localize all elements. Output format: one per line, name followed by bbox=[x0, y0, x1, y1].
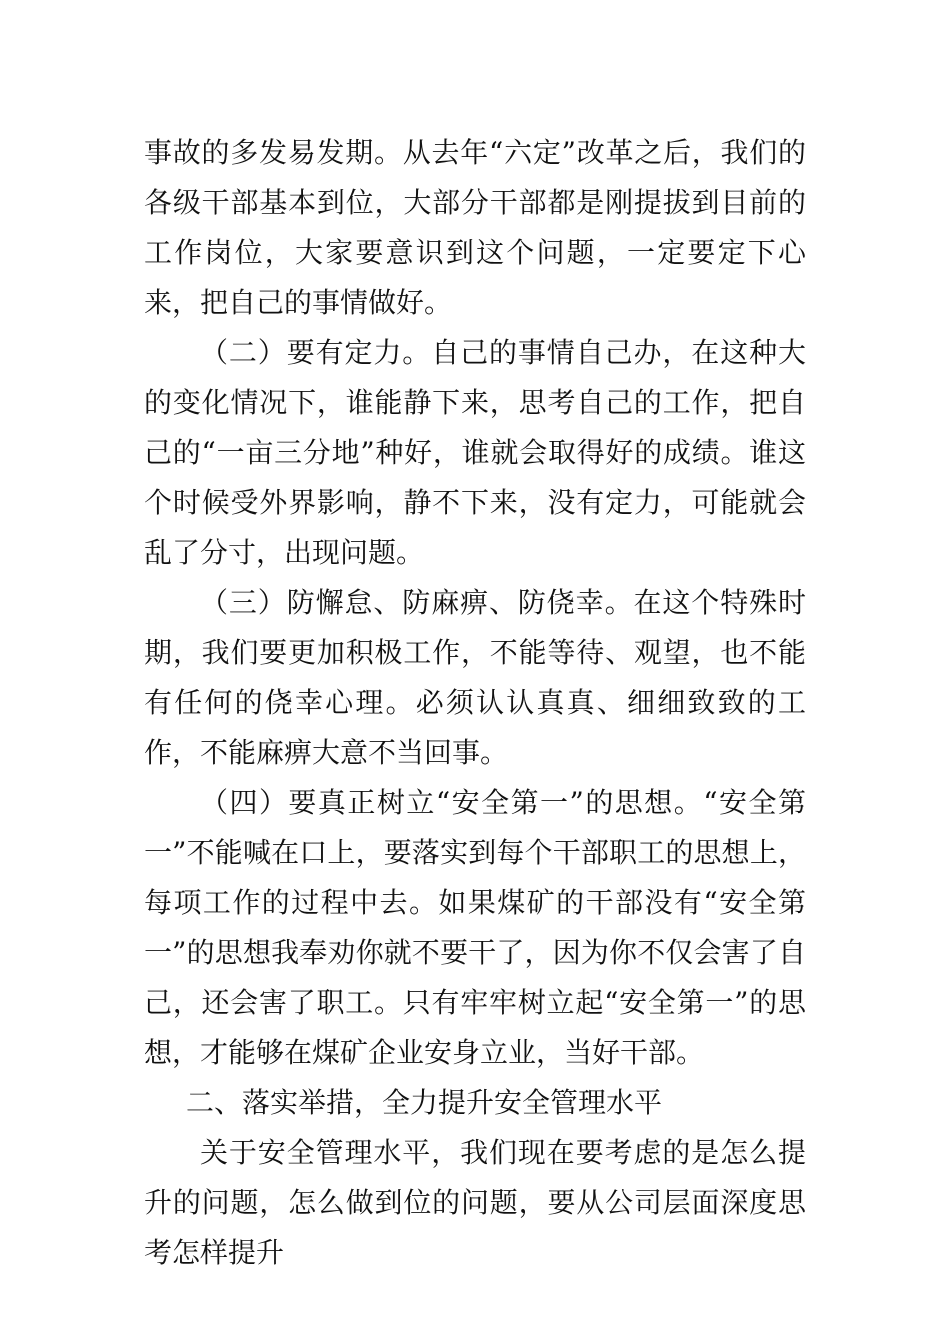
paragraph-item-three: （三）防懈怠、防麻痹、防侥幸。在这个特殊时期，我们要更加积极工作，不能等待、观望，也不能有任何的侥幸心理。必须认认真真、细细致致的工作，不能麻痹大意不当回事。 bbox=[144, 586, 806, 769]
paragraph-continuation: 事故的多发易发期。从去年“六定”改革之后，我们的各级干部基本到位，大部分干部都是刚提拔到目前的工作岗位，大家要意识到这个问题，一定要定下心来，把自己的事情做好。 bbox=[144, 136, 806, 319]
paragraph-final: 关于安全管理水平，我们现在要考虑的是怎么提升的问题，怎么做到位的问题，要从公司层面深度思考怎样提升 bbox=[144, 1136, 806, 1269]
document-body bbox=[144, 128, 806, 1278]
section-heading: 二、落实举措，全力提升安全管理水平 bbox=[186, 1086, 663, 1119]
paragraph-item-four: （四）要真正树立“安全第一”的思想。“安全第一”不能喊在口上，要落实到每个干部职工的思想上，每项工作的过程中去。如果煤矿的干部没有“安全第一”的思想我奉劝你就不要干了，因为你不仅会害了自己，还会害了职工。只有牢牢树立起“安全第一”的思想，才能够在煤矿企业安身立业，当好干部。 bbox=[144, 786, 806, 1069]
paragraph-item-two: （二）要有定力。自己的事情自己办，在这种大的变化情况下，谁能静下来，思考自己的工作，把自己的“一亩三分地”种好，谁就会取得好的成绩。谁这个时候受外界影响，静不下来，没有定力，可能就会乱了分寸，出现问题。 bbox=[144, 336, 806, 569]
